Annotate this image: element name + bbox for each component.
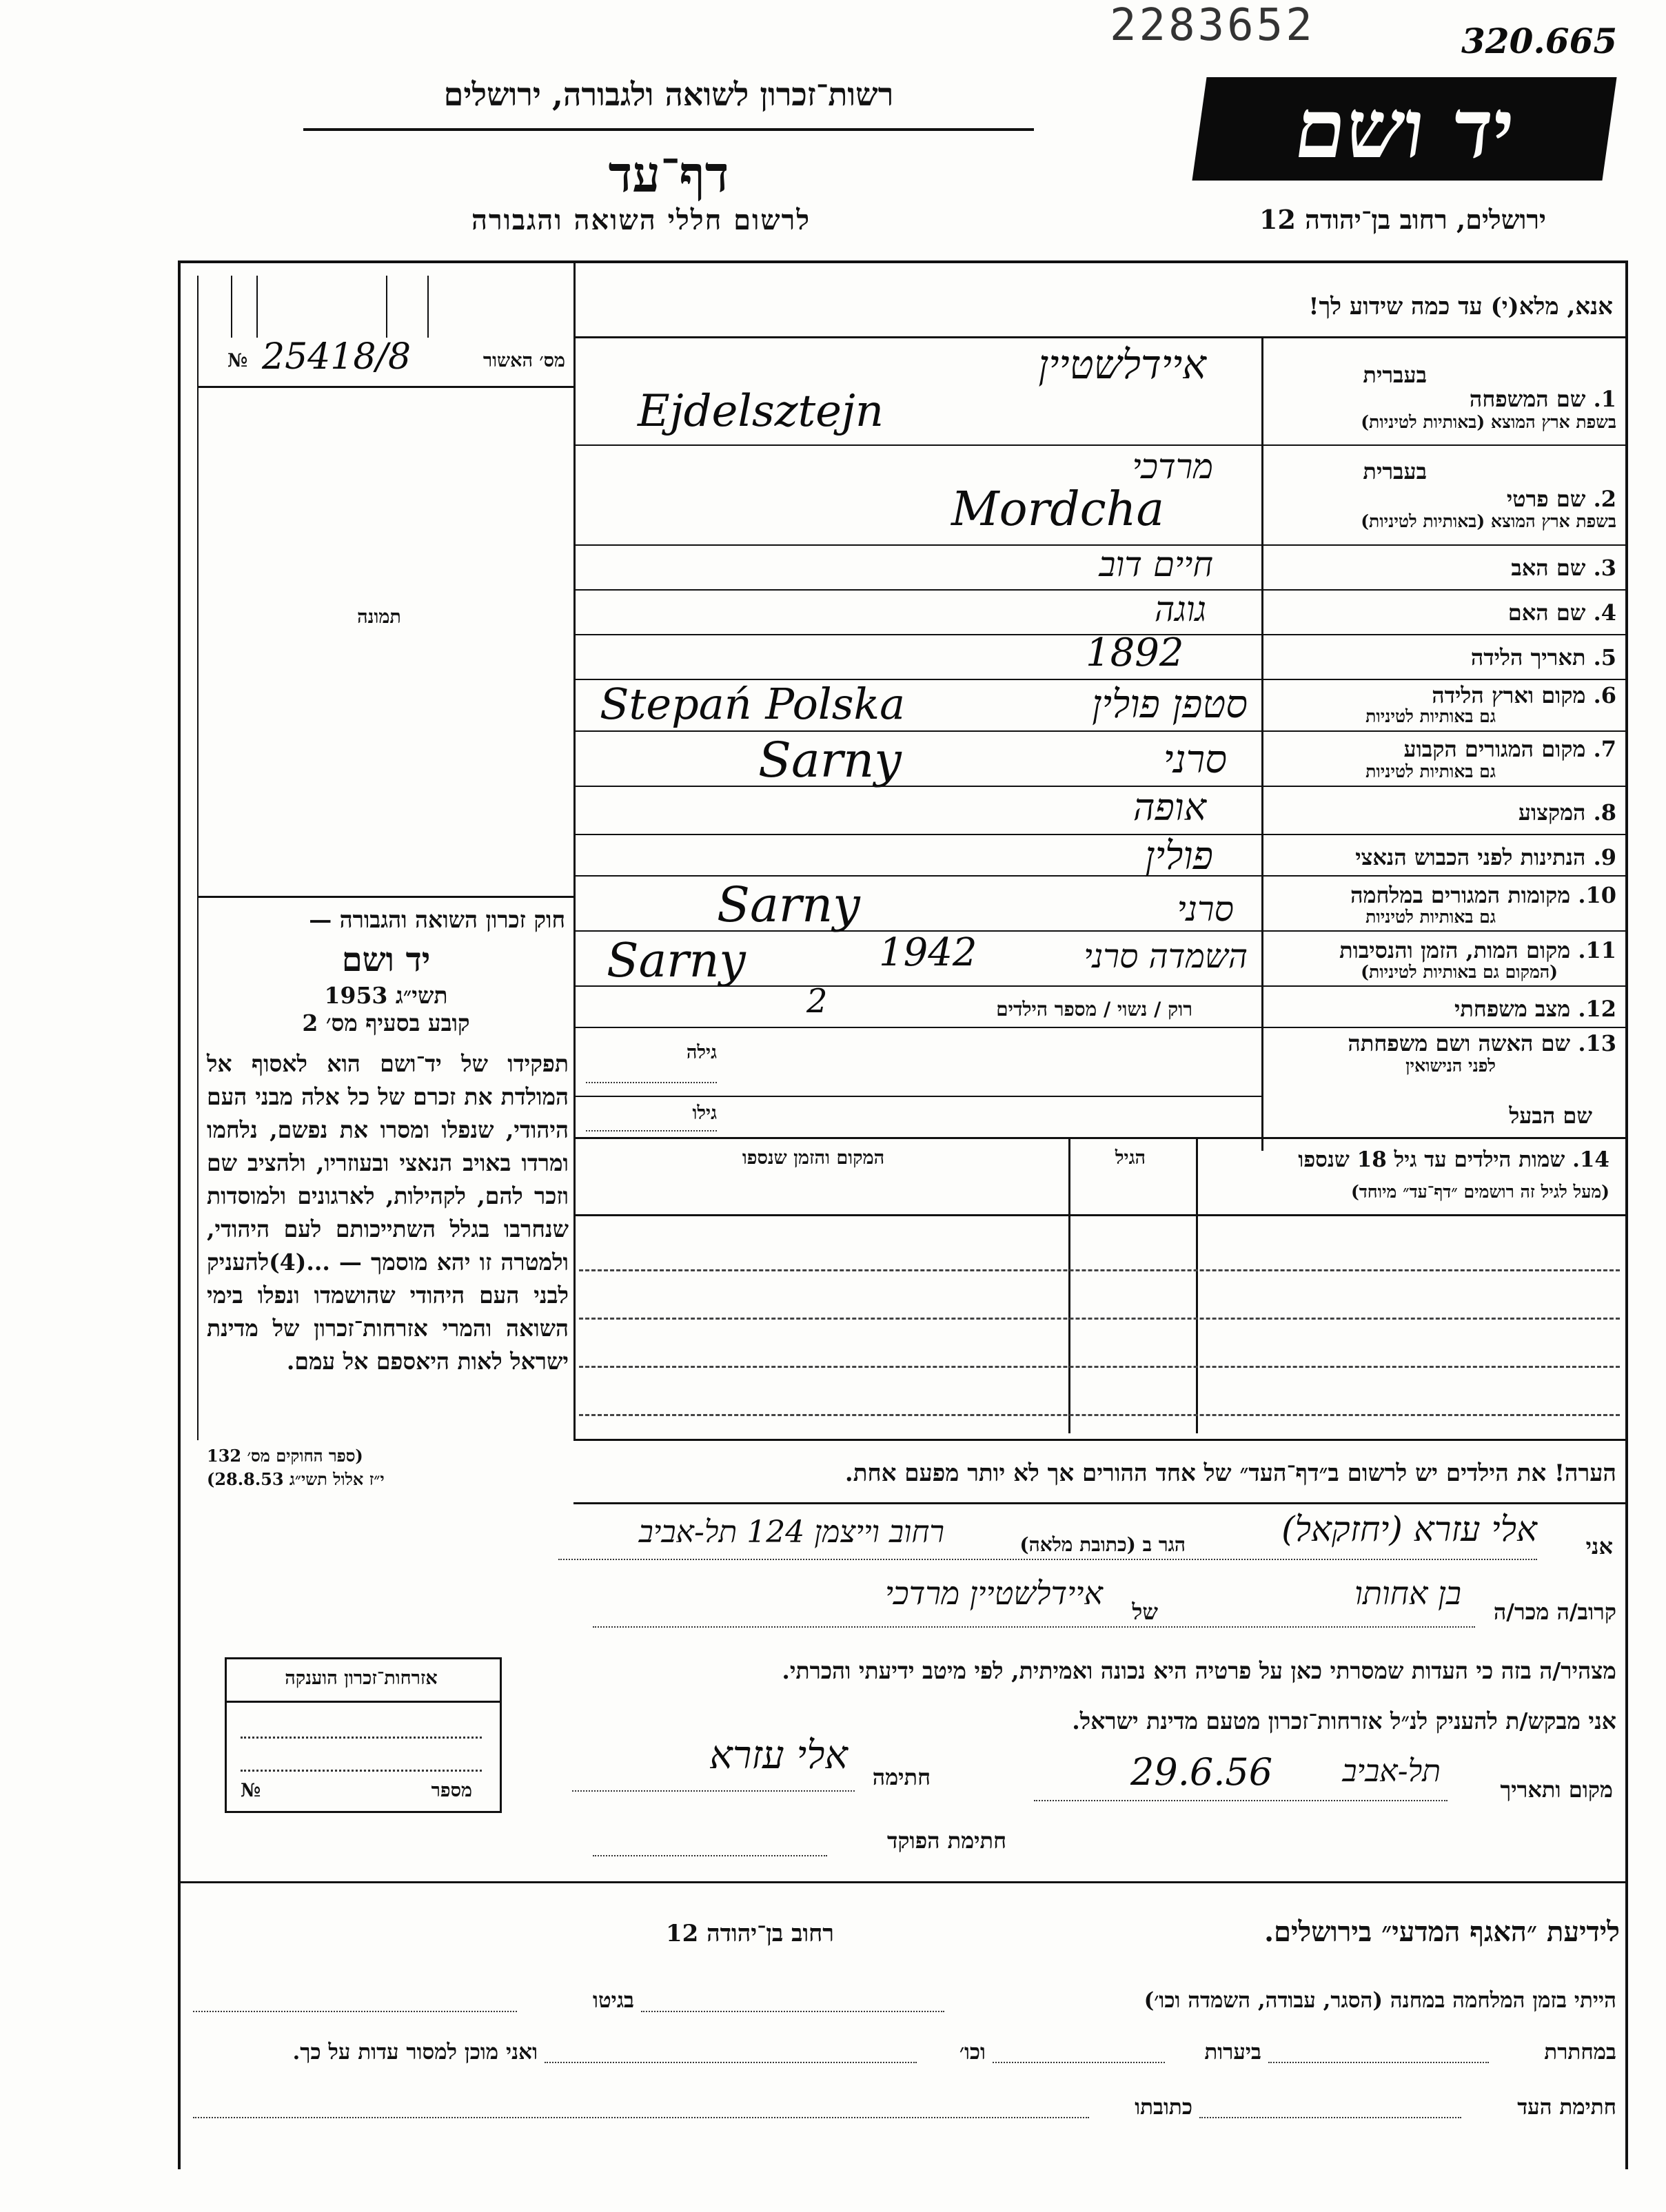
children-bottom-rule: [573, 1439, 1625, 1441]
children-col-age: הגיל: [1115, 1147, 1146, 1169]
footer-line2-forests: ביערות: [1204, 2040, 1261, 2065]
signature-value: אלי עזרא: [709, 1733, 848, 1778]
law-ref-2: י״ז אלול תשי״ג 28.8.53): [207, 1469, 385, 1489]
footer-line2-dots-b: [993, 2062, 1165, 2063]
children-col-place: המקום והזמן שנספו: [742, 1147, 885, 1169]
hebrew-tag-2: בעברית: [1363, 458, 1427, 484]
children-sub: (מעל לגיל זה רושמים ״דף־עד״ מיוחד): [1350, 1182, 1609, 1202]
footer-line2-ready: ואני מוכן למסור עדות על כך.: [292, 2040, 538, 2065]
instruction-rule: [573, 336, 1625, 338]
instruction-line: אנא, מלא(י) עד כמה שידוע לך!: [1308, 293, 1613, 320]
approval-no-sign: №: [227, 350, 248, 371]
citizenship-value: פולין: [1145, 834, 1213, 879]
law-heading: חוק זכרון השואה והגבורה —: [309, 906, 565, 933]
footer-line3-dots-b: [193, 2117, 1089, 2118]
relative-line: [593, 1626, 1475, 1628]
law-year: תשי״ג 1953: [324, 982, 448, 1009]
children-count: 2: [806, 982, 828, 1021]
wife-name-label: 13. שם האשה ושם משפחתה: [1348, 1030, 1616, 1056]
officer-signature-line: [593, 1855, 827, 1856]
frame-top: [178, 260, 1628, 263]
photo-label: תמונה: [357, 606, 401, 628]
signature-line: [572, 1790, 855, 1792]
footer-witness-signature: חתימת העד: [1517, 2095, 1616, 2120]
declarant-line: [558, 1559, 1537, 1560]
of-label: של: [1132, 1599, 1158, 1625]
family-name-sub: בשפת ארץ המוצא (באותיות לטיניות): [1361, 412, 1616, 432]
approval-row: [207, 336, 565, 379]
birth-place-latin: Stepań Polska: [600, 679, 906, 729]
death-place-latin: Sarny: [607, 934, 746, 988]
husband-age-line: [586, 1130, 717, 1131]
birth-place-hebrew: סטפן פולין: [1092, 682, 1248, 727]
birth-place-label: 6. מקום וארץ הלידה: [1432, 682, 1616, 708]
first-name-label: 2. שם פרטי: [1506, 486, 1616, 512]
father-name-label: 3. שם האב: [1511, 555, 1616, 581]
citizenship-dots-2: [241, 1770, 482, 1772]
decor-tick: [231, 276, 232, 338]
footer-line2-etc: וכו׳: [959, 2040, 986, 2065]
family-name-label: 1. שם המשפחה: [1469, 386, 1616, 412]
relative-value: בן אחותו: [1354, 1575, 1461, 1612]
wife-age-label: גילה: [686, 1042, 717, 1063]
left-column-divider: [573, 260, 576, 1440]
values-labels-divider: [1261, 338, 1263, 1151]
footer-line1-dots-a: [641, 2011, 944, 2012]
wartime-residence-label: 10. מקומות המגורים במלחמה: [1350, 882, 1616, 908]
husband-name-label: שם הבעל: [1509, 1103, 1592, 1129]
relative-label: קרוב/ה מכר/ה: [1493, 1599, 1616, 1625]
wartime-residence-sub: גם באותיות לטיניות: [1365, 907, 1496, 927]
decor-tick: [256, 276, 258, 338]
note-line: הערה! את הילדים יש לרשום ב״דף־העד״ של אחד ההורים אך לא יותר מפעם אחת.: [844, 1460, 1616, 1487]
footer-line2-dots-a: [1268, 2062, 1489, 2063]
footer-line3-dots-a: [1199, 2117, 1461, 2118]
footer-line2-underground: במחתרת: [1544, 2040, 1616, 2065]
first-name-hebrew: מרדכי: [1132, 447, 1213, 487]
profession-label: 8. המקצוע: [1518, 799, 1616, 826]
footer-heading-address: רחוב בן־יהודה 12: [665, 1920, 834, 1947]
citizenship-request: אני מבקש/ת להעניק לנ״ל אזרחות־זכרון מטעם מדינת ישראל.: [1072, 1708, 1616, 1734]
archive-reference: 320.665: [1461, 21, 1618, 61]
wife-name-sub: לפני הנישואין: [1405, 1056, 1496, 1076]
org-name-underline: [303, 128, 1034, 131]
law-ref-1: (ספר החוקים מס׳ 132: [207, 1446, 363, 1466]
declarant-address: רחוב וייצמן 124 תל-אביב: [638, 1515, 944, 1550]
yad-vashem-logo: יד ושם: [1192, 77, 1616, 181]
decor-tick: [427, 276, 429, 338]
citizenship-dots-1: [241, 1737, 482, 1739]
footer-line2-dots-c: [545, 2062, 917, 2063]
row-rule: [573, 1096, 1263, 1097]
decor-tick: [386, 276, 387, 338]
father-name-value: חיים דוב: [1099, 544, 1213, 584]
row-rule: [573, 1027, 1625, 1028]
profession-value: אופה: [1132, 786, 1206, 829]
first-name-sub: בשפת ארץ המוצא (באותיות לטיניות): [1361, 511, 1616, 531]
place-date-label: מקום ותאריך: [1500, 1776, 1613, 1803]
officer-signature-label: חתימת הפוקד: [887, 1827, 1006, 1854]
children-row-2: [579, 1318, 1620, 1320]
family-status-options: רוק / נשוי / מספר הילדים: [996, 998, 1192, 1021]
citizenship-box-number-label: מספר: [431, 1780, 472, 1801]
footer-rule: [178, 1881, 1628, 1883]
children-row-3: [579, 1366, 1620, 1368]
form-subtitle: לרשום חללי השואה והגבורה: [471, 204, 811, 236]
place-value: תל-אביב: [1342, 1754, 1441, 1789]
residence-latin: Sarny: [758, 732, 902, 788]
left-column-margin: [197, 276, 199, 1440]
citizenship-box: [225, 1657, 502, 1813]
law-name: יד ושם: [341, 941, 431, 979]
org-name: רשות־זכרון לשואה ולגבורה, ירושלים: [443, 76, 894, 113]
death-place-label: 11. מקום המות, הזמן והנסיבות: [1339, 937, 1616, 963]
approval-label: מס׳ האשור: [482, 350, 565, 371]
approval-rule: [199, 386, 573, 388]
children-label: 14. שמות הילדים עד גיל 18 שנספו: [1298, 1147, 1609, 1172]
row-rule: [573, 444, 1625, 446]
death-year: 1942: [879, 930, 977, 975]
form-title: דף־עד: [608, 145, 729, 203]
death-circumstances: השמדה סרני: [1084, 937, 1248, 976]
residence-label: 7. מקום המגורים הקבוע: [1403, 736, 1616, 762]
wartime-residence-hebrew: סרני: [1177, 889, 1234, 929]
law-section-rule: [199, 896, 573, 898]
citizenship-label: 9. הנתינות לפני הכבוש הנאצי: [1355, 844, 1616, 870]
declarant-label: אני: [1585, 1533, 1613, 1559]
footer-line1-ghetto: בגיטו: [593, 1988, 634, 2013]
husband-age-label: גילו: [692, 1103, 717, 1124]
law-text: תפקידו של יד־ושם הוא לאסוף אל המולדת את זכרם של כל אלה מבני העם היהודי, שנפלו ומסרו את נפשם, נלחמו ומרדו באויב הנאצי ובעוזריו, ולהציב שם וזכר להם, לקהילות, לארגונים ולמוסדות שנחרבו בגלל השתייכותם לעם היהודי, ולמטרה זו יהא מוסמך — ...(4)להעניק לבני העם היהודי שהושמדו ונפלו בימי השואה והמרי אזרחות־זכרון של מדינת ישראל לאות היאספם אל עמם.: [207, 1050, 569, 1375]
mother-name-label: 4. שם האם: [1507, 600, 1616, 626]
children-col-divider-1: [1068, 1137, 1070, 1433]
family-name-latin: Ejdelsztejn: [638, 386, 884, 437]
archive-number-stamp: 2283652: [1110, 0, 1315, 51]
birth-date-label: 5. תאריך הלידה: [1470, 644, 1616, 670]
law-section: קובע בסעיף מס׳ 2: [302, 1010, 470, 1036]
date-value: 29.6.56: [1130, 1750, 1273, 1794]
footer-line1-camp: הייתי בזמן המלחמה במחנה (הסגר, עבודה, השמדה וכו׳): [1144, 1988, 1616, 2013]
footer-line1-dots-b: [193, 2011, 517, 2012]
birth-place-sub: גם באותיות לטיניות: [1365, 706, 1496, 726]
family-name-hebrew: איידלשטיין: [1038, 341, 1206, 388]
of-value: איידלשטיין מרדכי: [885, 1575, 1103, 1612]
address-label: הגר ב (כתובת מלאה): [1019, 1533, 1186, 1556]
citizenship-box-title: אזרחות־זכרון הוענקה: [285, 1668, 438, 1689]
approval-number: 25418/8: [262, 336, 412, 378]
footer-heading: לידיעת ״האגף המדעי״ בירושלים.: [1264, 1916, 1620, 1948]
birth-date-value: 1892: [1086, 631, 1184, 675]
declarant-name: אלי עזרא (יחזקאל): [1281, 1509, 1537, 1549]
first-name-latin: Mordcha: [951, 482, 1165, 537]
residence-sub: גם באותיות לטיניות: [1365, 761, 1496, 781]
footer-witness-address: כתובתו: [1135, 2095, 1192, 2120]
family-status-label: 12. מצב משפחתי: [1454, 996, 1616, 1022]
children-row-4: [579, 1414, 1620, 1416]
signature-label: חתימה: [872, 1764, 931, 1790]
children-header-rule: [573, 1214, 1625, 1216]
hebrew-tag-1: בעברית: [1363, 362, 1427, 388]
wartime-residence-latin: Sarny: [717, 877, 860, 933]
place-date-line: [1034, 1800, 1447, 1801]
row-rule: [573, 1137, 1625, 1139]
wife-age-line: [586, 1082, 717, 1083]
org-address: ירושלים, רחוב בן־יהודה 12: [1259, 204, 1546, 235]
children-row-1: [579, 1269, 1620, 1271]
children-col-divider-2: [1196, 1137, 1198, 1433]
citizenship-box-no-sign: №: [241, 1780, 261, 1801]
mother-name-value: גוגה: [1154, 589, 1206, 629]
citizenship-box-rule: [227, 1701, 500, 1703]
row-rule: [573, 730, 1625, 732]
residence-hebrew: סרני: [1163, 737, 1227, 782]
affirmation-text: מצהיר/ה בזה כי העדות שמסרתי כאן על פרטיה היא נכונה ואמיתית, לפי מיטב ידיעתי והכרתי.: [782, 1657, 1616, 1684]
death-place-sub: (המקום גם באותיות לטיניות): [1361, 962, 1558, 982]
note-rule: [573, 1502, 1625, 1504]
